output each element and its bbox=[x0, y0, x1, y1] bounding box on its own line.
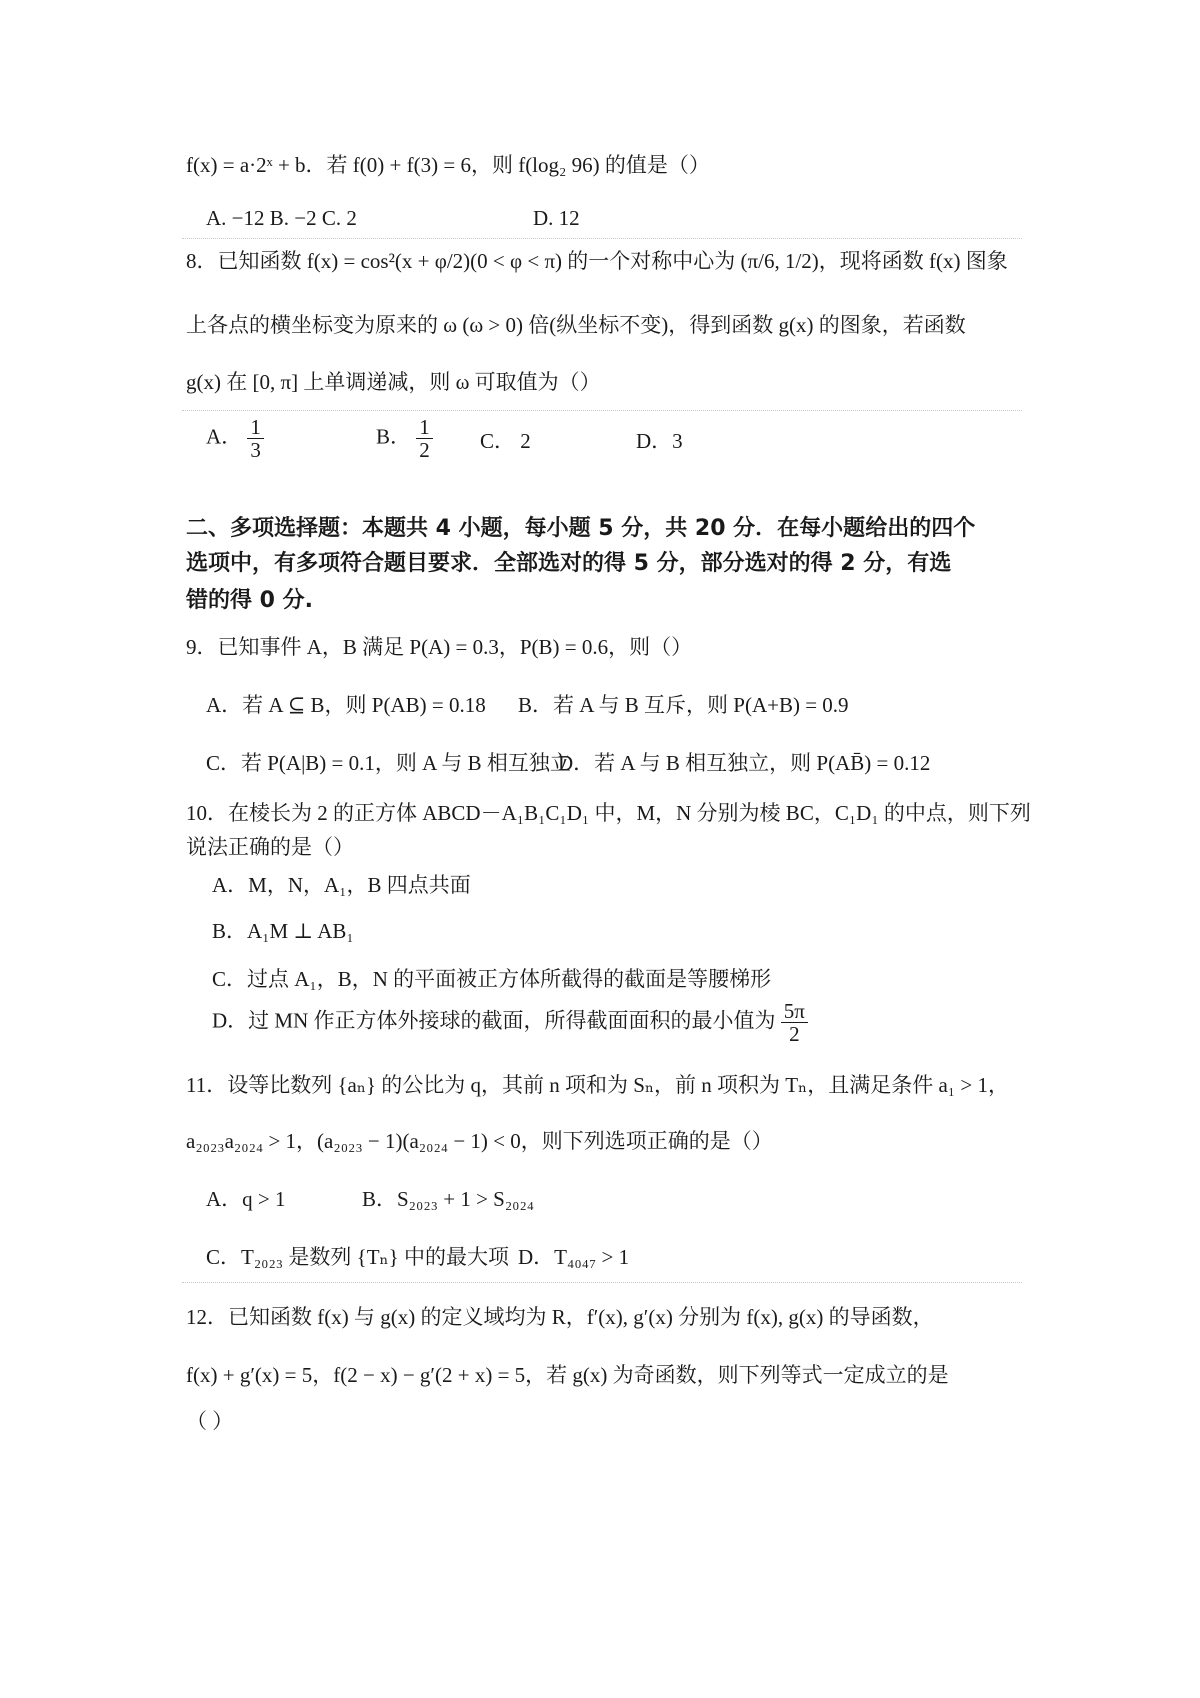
q9-option-d: D．若 A 与 B 相互独立，则 P(AB̄) = 0.12 bbox=[558, 751, 931, 775]
section-heading-line-2: 选项中，有多项符合题目要求．全部选对的得 5 分，部分选对的得 2 分，有选 bbox=[186, 551, 952, 576]
q10-line-1: 10．在棱长为 2 的正方体 ABCD－A₁B₁C₁D₁ 中，M，N 分别为棱 BC，C₁D₁ 的中点，则下列 bbox=[186, 801, 1031, 825]
q10-line-2: 说法正确的是（） bbox=[186, 835, 354, 859]
fraction-denominator: 2 bbox=[419, 438, 430, 463]
q8-option-b-fraction bbox=[416, 416, 433, 461]
q9-option-a: A．若 A ⊆ B，则 P(AB) = 0.18 bbox=[206, 693, 486, 717]
q11-line-2: a₂₀₂₃a₂₀₂₄ > 1，(a₂₀₂₃ − 1)(a₂₀₂₄ − 1) < 0，则下列选项正确的是（） bbox=[186, 1129, 773, 1153]
q8-option-a-label: A． bbox=[206, 424, 243, 449]
q8-option-a bbox=[206, 416, 264, 461]
q8-option-c: C． 2 bbox=[480, 429, 531, 453]
q8-line-2: 上各点的横坐标变为原来的 ω (ω > 0) 倍(纵坐标不变)，得到函数 g(x) 的图象，若函数 bbox=[186, 313, 966, 337]
q11-line-1: 11．设等比数列 {aₙ} 的公比为 q，其前 n 项和为 Sₙ，前 n 项积为 Tₙ，且满足条件 a₁ > 1， bbox=[186, 1073, 1009, 1097]
q8-line-3: g(x) 在 [0, π] 上单调递减，则 ω 可取值为（） bbox=[186, 370, 601, 394]
q11-option-d: D．T₄₀₄₇ > 1 bbox=[518, 1245, 630, 1269]
q8-option-b bbox=[376, 416, 433, 461]
section-heading-line-1: 二、多项选择题：本题共 4 小题，每小题 5 分，共 20 分．在每小题给出的四个 bbox=[186, 516, 976, 541]
q12-line-3: （ ） bbox=[186, 1409, 234, 1433]
q10-option-b: B．A₁M ⊥ AB₁ bbox=[212, 919, 354, 943]
q8-line-1: 8．已知函数 f(x) = cos²(x + φ/2)(0 < φ < π) 的一个对称中心为 (π/6, 1/2)，现将函数 f(x) 图象 bbox=[186, 249, 1008, 273]
q12-line-2: f(x) + g′(x) = 5，f(2 − x) − g′(2 + x) = 5，若 g(x) 为奇函数，则下列等式一定成立的是 bbox=[186, 1363, 949, 1387]
separator bbox=[182, 1282, 1022, 1283]
fraction-numerator: 1 bbox=[416, 416, 433, 439]
q10-option-a: A．M，N，A₁，B 四点共面 bbox=[212, 873, 471, 897]
fraction-numerator: 1 bbox=[247, 416, 264, 439]
q11-option-b: B．S₂₀₂₃ + 1 > S₂₀₂₄ bbox=[362, 1187, 535, 1211]
q7-option-d: D. 12 bbox=[533, 206, 580, 230]
q12-line-1: 12．已知函数 f(x) 与 g(x) 的定义域均为 R，f′(x), g′(x) 分别为 f(x), g(x) 的导函数， bbox=[186, 1305, 934, 1329]
q10-option-d bbox=[212, 1000, 808, 1045]
q11-option-c: C．T₂₀₂₃ 是数列 {Tₙ} 中的最大项 bbox=[206, 1245, 509, 1269]
q8-option-a-fraction bbox=[247, 416, 264, 461]
separator bbox=[182, 410, 1022, 411]
q9-stem: 9．已知事件 A，B 满足 P(A) = 0.3，P(B) = 0.6，则（） bbox=[186, 635, 693, 659]
q10-option-d-fraction bbox=[781, 1000, 808, 1045]
fraction-denominator: 3 bbox=[250, 438, 261, 463]
q11-option-a: A．q > 1 bbox=[206, 1187, 286, 1211]
q8-option-b-label: B． bbox=[376, 424, 412, 449]
q8-option-d: D．3 bbox=[636, 429, 683, 453]
q10-option-d-text: D．过 MN 作正方体外接球的截面，所得截面面积的最小值为 bbox=[212, 1008, 776, 1033]
section-heading-line-3: 错的得 0 分. bbox=[186, 588, 313, 613]
q9-option-b: B．若 A 与 B 互斥，则 P(A+B) = 0.9 bbox=[518, 693, 849, 717]
separator bbox=[182, 238, 1022, 239]
q10-option-c: C．过点 A₁，B，N 的平面被正方体所截得的截面是等腰梯形 bbox=[212, 967, 772, 991]
q9-option-c: C．若 P(A|B) = 0.1，则 A 与 B 相互独立 bbox=[206, 751, 571, 775]
fraction-numerator: 5π bbox=[781, 1000, 808, 1023]
q7-stem: f(x) = a·2ˣ + b．若 f(0) + f(3) = 6，则 f(log₂ 96) 的值是（） bbox=[186, 153, 710, 177]
q7-options-abc: A. −12 B. −2 C. 2 bbox=[206, 206, 357, 230]
fraction-denominator: 2 bbox=[789, 1022, 800, 1047]
